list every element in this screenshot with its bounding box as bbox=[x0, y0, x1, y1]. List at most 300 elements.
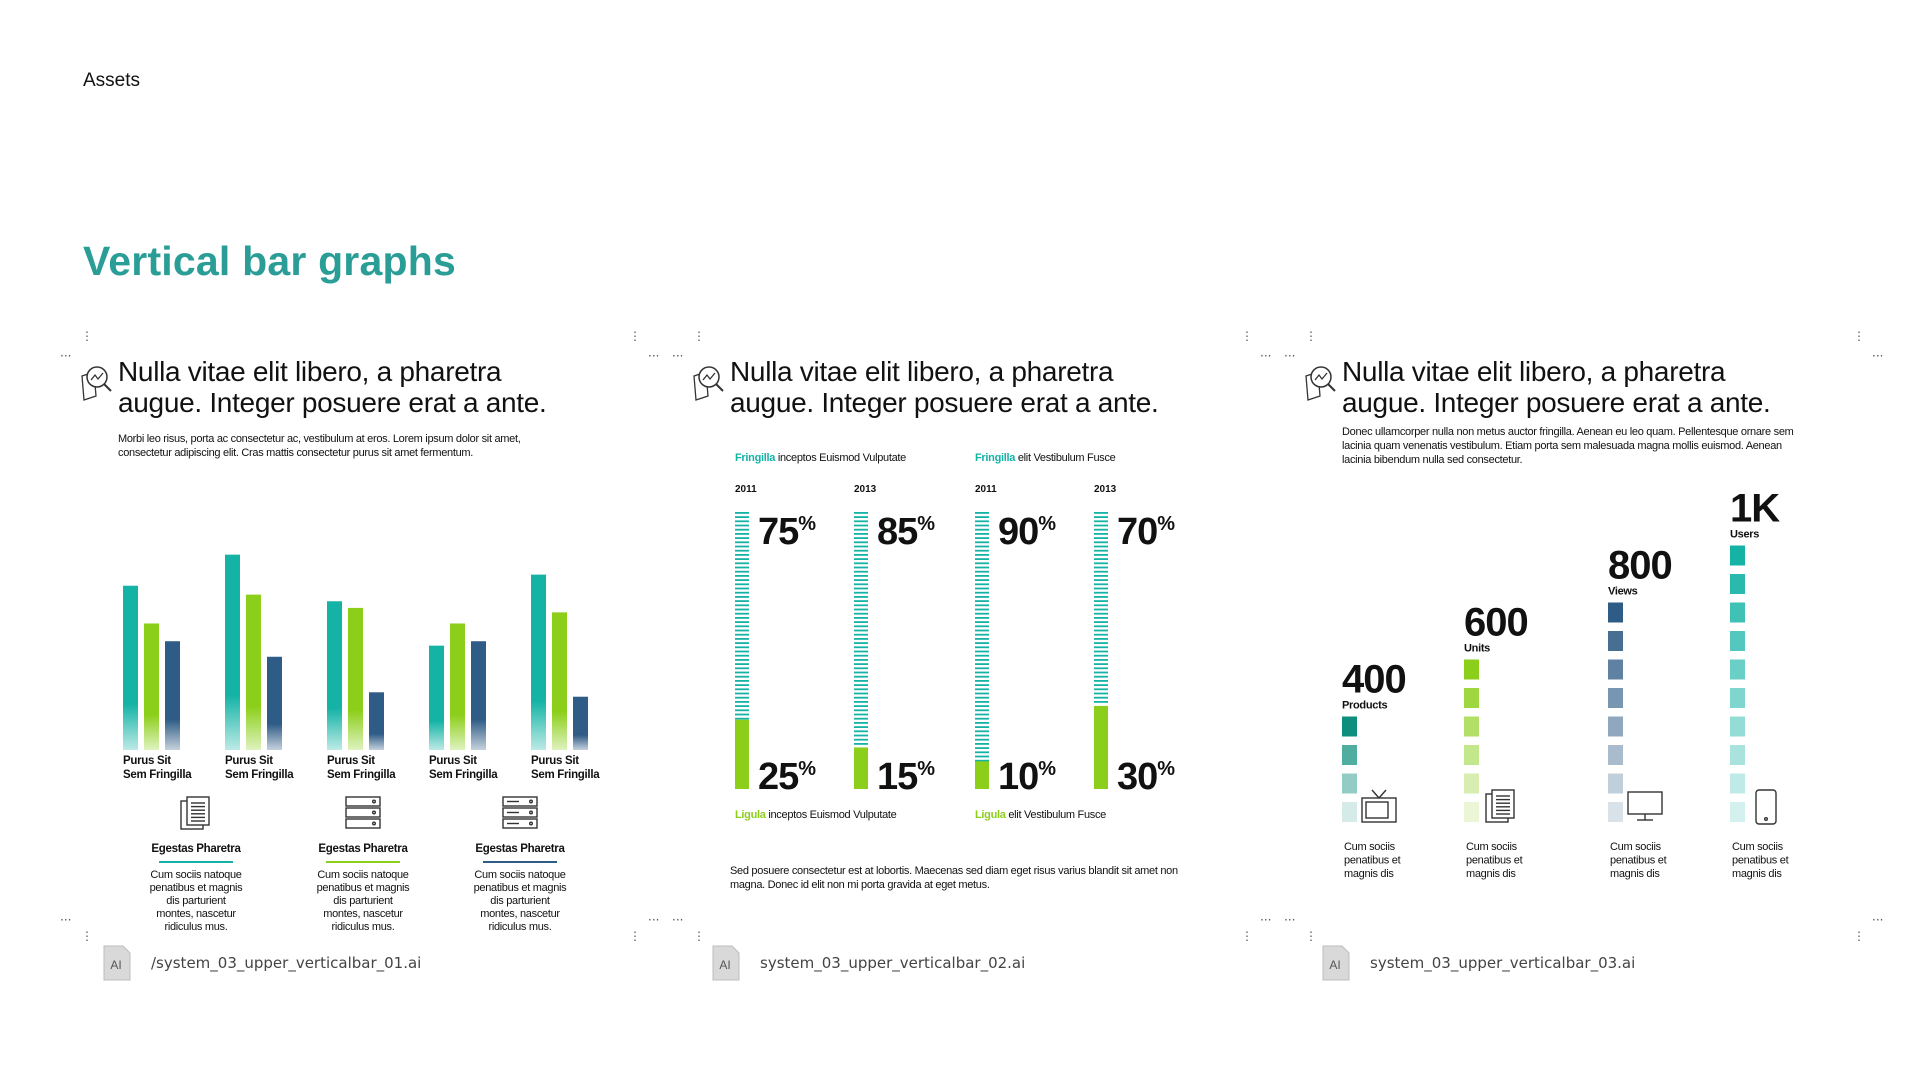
svg-text:AI: AI bbox=[110, 958, 122, 972]
stripe bbox=[1094, 688, 1108, 690]
top-legend: Fringilla inceptos Euismod Vulputate bbox=[735, 452, 907, 464]
feature-title: Egestas Pharetra bbox=[475, 843, 565, 855]
crop-mark: ⋮ bbox=[81, 929, 93, 943]
stripe bbox=[1094, 579, 1108, 581]
stripe bbox=[735, 537, 749, 539]
stripe bbox=[854, 697, 868, 699]
stripe bbox=[735, 512, 749, 514]
feature-text: Cum sociis natoque bbox=[150, 869, 242, 881]
stripe bbox=[854, 722, 868, 724]
value-block bbox=[1730, 660, 1745, 680]
stripe bbox=[735, 693, 749, 695]
year-label: 2013 bbox=[854, 484, 877, 495]
stripe bbox=[1094, 693, 1108, 695]
crop-mark: ⋮ bbox=[693, 929, 705, 943]
stripe bbox=[975, 714, 989, 716]
stripe bbox=[735, 684, 749, 686]
top-percent: 90% bbox=[998, 511, 1056, 553]
stripe bbox=[854, 684, 868, 686]
stripe bbox=[854, 575, 868, 577]
stripe bbox=[1094, 697, 1108, 699]
stripe bbox=[975, 512, 989, 514]
analytics-icon bbox=[1302, 362, 1346, 402]
stripe bbox=[735, 579, 749, 581]
value-block bbox=[1342, 802, 1357, 822]
stripe bbox=[854, 617, 868, 619]
stripe bbox=[735, 642, 749, 644]
stripe bbox=[975, 562, 989, 564]
year-label: 2011 bbox=[975, 484, 997, 495]
stripe bbox=[975, 705, 989, 707]
stripe bbox=[854, 739, 868, 741]
bar bbox=[165, 641, 180, 750]
value-block bbox=[1730, 745, 1745, 765]
stripe bbox=[1094, 672, 1108, 674]
stripe bbox=[854, 554, 868, 556]
stripe bbox=[975, 655, 989, 657]
ai-file-icon bbox=[712, 945, 740, 981]
stripe bbox=[975, 520, 989, 522]
stripe bbox=[854, 701, 868, 703]
crop-mark: ⋮ bbox=[693, 329, 705, 343]
stripe bbox=[1094, 609, 1108, 611]
stripe bbox=[854, 592, 868, 594]
stripe bbox=[854, 537, 868, 539]
stripe bbox=[975, 575, 989, 577]
stripe bbox=[854, 571, 868, 573]
stripe bbox=[854, 562, 868, 564]
bar bbox=[327, 601, 342, 750]
asset-panel-3 bbox=[1284, 322, 1902, 943]
stripe bbox=[854, 743, 868, 745]
stripe bbox=[854, 516, 868, 518]
stripe bbox=[735, 541, 749, 543]
stripe bbox=[735, 705, 749, 707]
stripe bbox=[854, 642, 868, 644]
stripe bbox=[735, 672, 749, 674]
stripe bbox=[854, 579, 868, 581]
unit-label: Views bbox=[1608, 585, 1638, 598]
svg-text:AI: AI bbox=[1329, 958, 1341, 972]
value-block bbox=[1730, 774, 1745, 794]
page-title: Vertical bar graphs bbox=[83, 238, 456, 284]
stripe bbox=[854, 634, 868, 636]
caption: penatibus et bbox=[1610, 854, 1667, 867]
stripe bbox=[735, 562, 749, 564]
value-block bbox=[1730, 603, 1745, 623]
document-icon bbox=[181, 797, 209, 829]
stripe bbox=[735, 567, 749, 569]
stripe bbox=[1094, 625, 1108, 627]
stripe bbox=[735, 554, 749, 556]
crop-mark: ··· bbox=[1872, 913, 1884, 927]
stripe bbox=[975, 525, 989, 527]
ai-file-icon bbox=[1322, 945, 1350, 981]
stripe bbox=[735, 596, 749, 598]
stripe bbox=[735, 625, 749, 627]
svg-text:AI: AI bbox=[719, 958, 731, 972]
stripe bbox=[854, 714, 868, 716]
monitor-icon bbox=[1628, 792, 1662, 820]
stripe bbox=[1094, 676, 1108, 678]
stripe bbox=[854, 541, 868, 543]
stripe bbox=[975, 663, 989, 665]
stripe bbox=[735, 520, 749, 522]
stripe bbox=[854, 726, 868, 728]
category-label: Purus Sit bbox=[531, 755, 579, 767]
stripe bbox=[854, 667, 868, 669]
bar bbox=[369, 692, 384, 750]
stripe bbox=[735, 575, 749, 577]
crop-mark: ··· bbox=[60, 913, 72, 927]
value-block bbox=[1464, 802, 1479, 822]
stripe bbox=[735, 621, 749, 623]
bottom-percent: 15% bbox=[877, 756, 935, 798]
feature-text: dis parturient bbox=[490, 895, 550, 907]
value-block bbox=[1464, 774, 1479, 794]
stripe bbox=[975, 604, 989, 606]
stripe bbox=[854, 533, 868, 535]
panel-description: Donec ullamcorper nulla non metus auctor fringilla. Aenean eu leo quam. Pellentesque ornare sem lacinia quam venenatis vestibulum. Etiam porta sem malesuada magna mollis euismod. Aenean lacinia bibendum nulla sed consectetur. bbox=[1342, 426, 1794, 466]
caption: magnis dis bbox=[1344, 868, 1394, 880]
stripe bbox=[975, 667, 989, 669]
stripe bbox=[975, 638, 989, 640]
stripe bbox=[1094, 659, 1108, 661]
stripe bbox=[1094, 533, 1108, 535]
feature-title: Egestas Pharetra bbox=[151, 843, 241, 855]
stripe bbox=[735, 571, 749, 573]
crop-mark: ⋮ bbox=[629, 329, 641, 343]
stripe bbox=[735, 630, 749, 632]
feature-text: dis parturient bbox=[166, 895, 226, 907]
stripe bbox=[735, 655, 749, 657]
stripe bbox=[854, 680, 868, 682]
stripe bbox=[975, 688, 989, 690]
stripe bbox=[854, 663, 868, 665]
stripe bbox=[854, 730, 868, 732]
progress-fill bbox=[735, 720, 749, 789]
bar bbox=[450, 623, 465, 750]
caption: Cum sociis bbox=[1732, 841, 1783, 853]
stripe bbox=[735, 592, 749, 594]
crop-mark: ··· bbox=[648, 349, 660, 363]
stripe bbox=[975, 541, 989, 543]
stripe bbox=[975, 730, 989, 732]
stripe bbox=[854, 672, 868, 674]
stripe bbox=[975, 571, 989, 573]
stripe bbox=[975, 680, 989, 682]
panel-heading: Nulla vitae elit libero, a pharetra augue. Integer posuere erat a ante. bbox=[118, 356, 547, 418]
stripe bbox=[975, 621, 989, 623]
caption: penatibus et bbox=[1344, 854, 1401, 867]
category-label: Sem Fringilla bbox=[531, 769, 600, 781]
stripe bbox=[1094, 634, 1108, 636]
stripe bbox=[1094, 537, 1108, 539]
stripe bbox=[975, 558, 989, 560]
file-name[interactable]: system_03_upper_verticalbar_02.ai bbox=[760, 954, 1026, 972]
stripe bbox=[854, 693, 868, 695]
crop-mark: ··· bbox=[1872, 349, 1884, 363]
stripe bbox=[854, 688, 868, 690]
stripe bbox=[975, 600, 989, 602]
unit-label: Products bbox=[1342, 699, 1388, 712]
caption: Cum sociis bbox=[1610, 841, 1661, 853]
crop-mark: ··· bbox=[1260, 913, 1272, 927]
stripe bbox=[854, 625, 868, 627]
value-block bbox=[1464, 660, 1479, 680]
stripe bbox=[735, 646, 749, 648]
year-label: 2013 bbox=[1094, 484, 1117, 495]
stripe bbox=[854, 520, 868, 522]
stripe bbox=[1094, 558, 1108, 560]
feature-text: montes, nascetur bbox=[156, 908, 236, 920]
stripe bbox=[735, 718, 749, 720]
bar bbox=[429, 646, 444, 750]
value-block bbox=[1608, 603, 1623, 623]
grouped-bar-chart bbox=[78, 492, 638, 932]
stripe bbox=[975, 550, 989, 552]
caption: Cum sociis bbox=[1344, 841, 1395, 853]
stripe bbox=[1094, 638, 1108, 640]
bar bbox=[471, 641, 486, 750]
stripe bbox=[1094, 642, 1108, 644]
stripe bbox=[735, 701, 749, 703]
category-label: Sem Fringilla bbox=[327, 769, 396, 781]
top-percent: 70% bbox=[1117, 511, 1175, 553]
crop-mark: ⋮ bbox=[629, 929, 641, 943]
stripe bbox=[1094, 571, 1108, 573]
category-label: Sem Fringilla bbox=[123, 769, 192, 781]
category-label: Purus Sit bbox=[429, 755, 477, 767]
value-block bbox=[1608, 774, 1623, 794]
bottom-percent: 25% bbox=[758, 756, 816, 798]
bar bbox=[225, 555, 240, 750]
stacked-block-chart bbox=[1302, 492, 1862, 912]
feature-text: montes, nascetur bbox=[480, 908, 560, 920]
stripe bbox=[975, 743, 989, 745]
stripe bbox=[1094, 680, 1108, 682]
bar bbox=[573, 697, 588, 750]
stripe bbox=[1094, 550, 1108, 552]
stripe bbox=[975, 579, 989, 581]
stripe bbox=[854, 512, 868, 514]
asset-panel-1 bbox=[60, 322, 678, 943]
stripe bbox=[1094, 617, 1108, 619]
year-label: 2011 bbox=[735, 484, 757, 495]
stripe bbox=[854, 583, 868, 585]
stripe bbox=[735, 516, 749, 518]
crop-mark: ⋮ bbox=[1241, 929, 1253, 943]
section-label: Assets bbox=[83, 70, 141, 91]
stripe bbox=[854, 646, 868, 648]
value-block bbox=[1464, 688, 1479, 708]
panel-heading: Nulla vitae elit libero, a pharetra augue. Integer posuere erat a ante. bbox=[730, 356, 1159, 418]
value-block bbox=[1608, 802, 1623, 822]
stripe bbox=[1094, 646, 1108, 648]
top-percent: 75% bbox=[758, 511, 816, 553]
feature-text: Cum sociis natoque bbox=[474, 869, 566, 881]
value-block bbox=[1608, 717, 1623, 737]
ai-file-icon bbox=[103, 945, 131, 981]
bottom-percent: 10% bbox=[998, 756, 1056, 798]
stripe bbox=[854, 621, 868, 623]
stripe bbox=[1094, 655, 1108, 657]
bar bbox=[123, 586, 138, 750]
stripe bbox=[975, 751, 989, 753]
stripe bbox=[1094, 701, 1108, 703]
feature-text: dis parturient bbox=[333, 895, 393, 907]
caption: penatibus et bbox=[1466, 854, 1523, 867]
stripe bbox=[854, 655, 868, 657]
category-label: Sem Fringilla bbox=[225, 769, 294, 781]
value-block bbox=[1608, 688, 1623, 708]
stripe bbox=[1094, 583, 1108, 585]
crop-mark: ··· bbox=[648, 913, 660, 927]
feature-text: penatibus et magnis bbox=[149, 882, 243, 894]
stripe bbox=[854, 546, 868, 548]
stripe bbox=[854, 525, 868, 527]
stripe bbox=[975, 617, 989, 619]
unit-label: Users bbox=[1730, 528, 1760, 541]
stripe bbox=[735, 688, 749, 690]
analytics-icon bbox=[690, 362, 734, 402]
category-label: Purus Sit bbox=[225, 755, 273, 767]
crop-mark: ··· bbox=[672, 349, 684, 363]
stripe bbox=[975, 684, 989, 686]
feature-text: penatibus et magnis bbox=[316, 882, 410, 894]
stripe bbox=[1094, 667, 1108, 669]
stripe bbox=[975, 583, 989, 585]
stripe bbox=[1094, 588, 1108, 590]
stripe bbox=[735, 680, 749, 682]
tv-icon bbox=[1362, 790, 1396, 822]
stripe bbox=[854, 588, 868, 590]
feature-text: ridiculus mus. bbox=[488, 921, 552, 932]
crop-mark: ··· bbox=[1260, 349, 1272, 363]
category-label: Sem Fringilla bbox=[429, 769, 498, 781]
stripe bbox=[1094, 613, 1108, 615]
stripe bbox=[1094, 604, 1108, 606]
stripe bbox=[975, 676, 989, 678]
progress-bar-chart bbox=[690, 452, 1250, 852]
file-name[interactable]: /system_03_upper_verticalbar_01.ai bbox=[151, 954, 422, 972]
stripe bbox=[975, 634, 989, 636]
stripe bbox=[975, 642, 989, 644]
stripe bbox=[735, 529, 749, 531]
feature-text: penatibus et magnis bbox=[473, 882, 567, 894]
stripe bbox=[1094, 516, 1108, 518]
bar bbox=[552, 612, 567, 750]
crop-mark: ⋮ bbox=[1853, 929, 1865, 943]
stripe bbox=[1094, 529, 1108, 531]
panel-heading: Nulla vitae elit libero, a pharetra augue. Integer posuere erat a ante. bbox=[1342, 356, 1771, 418]
stripe bbox=[975, 651, 989, 653]
stripe bbox=[975, 726, 989, 728]
stripe bbox=[854, 709, 868, 711]
stripe bbox=[1094, 621, 1108, 623]
stripe bbox=[975, 701, 989, 703]
stripe bbox=[1094, 541, 1108, 543]
caption: penatibus et bbox=[1732, 854, 1789, 867]
stripe bbox=[735, 676, 749, 678]
value-block bbox=[1608, 631, 1623, 651]
crop-mark: ⋮ bbox=[81, 329, 93, 343]
feature-text: montes, nascetur bbox=[323, 908, 403, 920]
stripe bbox=[854, 638, 868, 640]
stripe bbox=[975, 592, 989, 594]
stripe bbox=[975, 718, 989, 720]
file-name[interactable]: system_03_upper_verticalbar_03.ai bbox=[1370, 954, 1636, 972]
stripe bbox=[1094, 592, 1108, 594]
stripe bbox=[975, 516, 989, 518]
stripe bbox=[1094, 575, 1108, 577]
stripe bbox=[735, 600, 749, 602]
value-block bbox=[1464, 717, 1479, 737]
stripe bbox=[735, 634, 749, 636]
stripe bbox=[1094, 663, 1108, 665]
stripe bbox=[735, 667, 749, 669]
caption: magnis dis bbox=[1610, 868, 1660, 880]
value-block bbox=[1342, 717, 1357, 737]
stripe bbox=[1094, 684, 1108, 686]
value-block bbox=[1730, 717, 1745, 737]
value-label: 1K bbox=[1730, 492, 1780, 531]
bar bbox=[246, 595, 261, 750]
value-block bbox=[1342, 774, 1357, 794]
crop-mark: ··· bbox=[672, 913, 684, 927]
mobile-icon bbox=[1756, 790, 1776, 824]
category-label: Purus Sit bbox=[327, 755, 375, 767]
progress-fill bbox=[975, 761, 989, 789]
value-label: 600 bbox=[1464, 600, 1528, 645]
stripe bbox=[735, 604, 749, 606]
stripe bbox=[975, 709, 989, 711]
stripe bbox=[975, 672, 989, 674]
crop-mark: ⋮ bbox=[1305, 929, 1317, 943]
value-label: 400 bbox=[1342, 657, 1406, 702]
crop-mark: ⋮ bbox=[1853, 329, 1865, 343]
stripe bbox=[975, 739, 989, 741]
stripe bbox=[735, 550, 749, 552]
panel-description: Morbi leo risus, porta ac consectetur ac, vestibulum at eros. Lorem ipsum dolor sit amet, consectetur adipiscing elit. Cras mattis consectetur purus sit amet fermentum. bbox=[118, 433, 521, 459]
stripe bbox=[735, 638, 749, 640]
stripe bbox=[854, 600, 868, 602]
value-block bbox=[1730, 688, 1745, 708]
stripe bbox=[854, 604, 868, 606]
stripe bbox=[854, 609, 868, 611]
stripe bbox=[1094, 525, 1108, 527]
stripe bbox=[735, 609, 749, 611]
bottom-legend: Ligula elit Vestibulum Fusce bbox=[975, 809, 1106, 821]
stripe bbox=[735, 663, 749, 665]
crop-mark: ⋮ bbox=[1305, 329, 1317, 343]
unit-label: Units bbox=[1464, 642, 1491, 655]
bar bbox=[531, 575, 546, 750]
stripe bbox=[975, 630, 989, 632]
stripe bbox=[975, 596, 989, 598]
stripe bbox=[975, 529, 989, 531]
category-label: Purus Sit bbox=[123, 755, 171, 767]
stripe bbox=[735, 558, 749, 560]
stripe bbox=[1094, 512, 1108, 514]
stripe bbox=[735, 617, 749, 619]
stripe bbox=[1094, 562, 1108, 564]
crop-mark: ··· bbox=[1284, 913, 1296, 927]
stripe bbox=[854, 596, 868, 598]
stripe bbox=[854, 558, 868, 560]
stripe bbox=[975, 646, 989, 648]
stripe bbox=[1094, 600, 1108, 602]
